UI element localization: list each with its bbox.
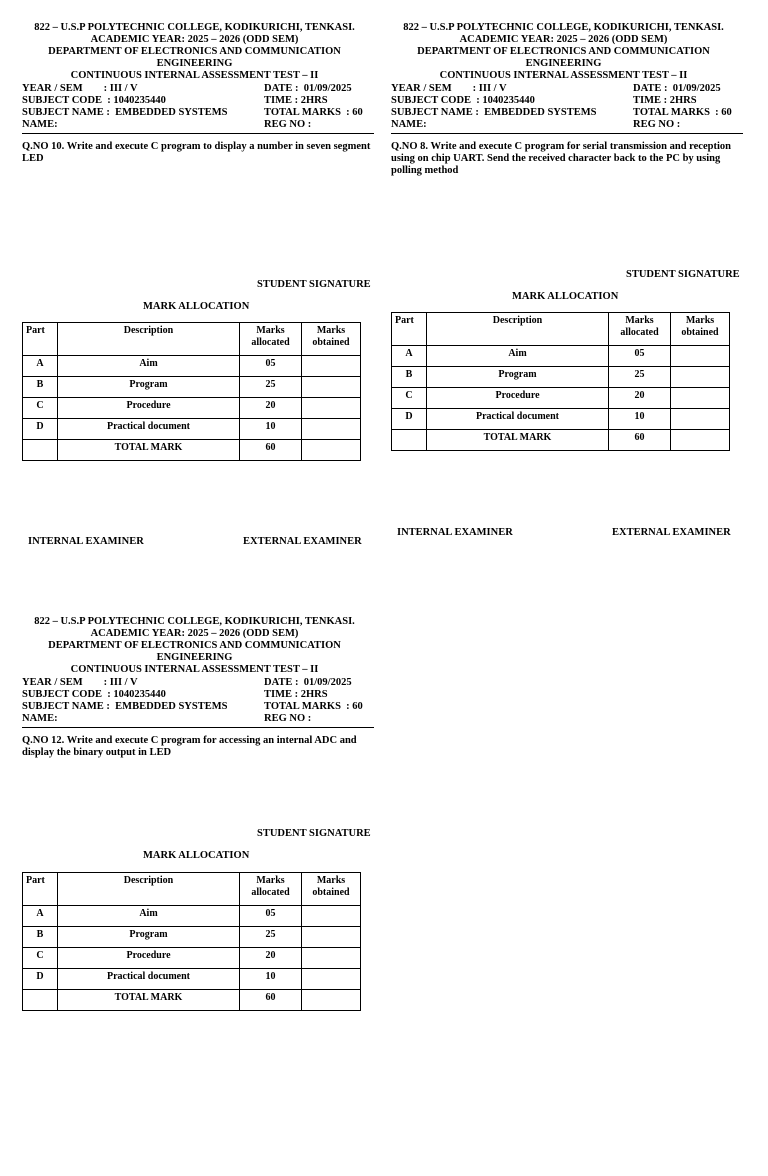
internal-examiner: INTERNAL EXAMINER — [397, 527, 513, 538]
cell-marks-allocated: 25 — [609, 367, 671, 388]
table-row — [392, 388, 730, 409]
reg-no-field: REG NO : — [264, 119, 312, 130]
cell-total-obtained[interactable] — [302, 990, 361, 1011]
cell-part: C — [23, 398, 58, 419]
table-row — [23, 927, 361, 948]
external-examiner: EXTERNAL EXAMINER — [612, 527, 731, 538]
table-header-row — [392, 313, 730, 346]
total-marks: TOTAL MARKS : 60 — [633, 107, 732, 118]
question-text: Q.NO 8. Write and execute C program for serial transmission and reception using on chip UART. Send the received character back to the PC by using polling method — [391, 141, 731, 176]
question-text: Q.NO 12. Write and execute C program for accessing an internal ADC and display the binary output in LED — [22, 735, 357, 758]
marks-allocated-line-1: Marks — [256, 875, 285, 886]
internal-examiner: INTERNAL EXAMINER — [28, 536, 144, 547]
cell-marks-allocated: 05 — [609, 346, 671, 367]
column-header-part: Part — [23, 323, 58, 356]
cell-part: C — [392, 388, 427, 409]
subject-code: SUBJECT CODE : 1040235440 — [391, 95, 535, 106]
cell-marks-allocated: 20 — [240, 398, 302, 419]
table-row — [23, 377, 361, 398]
table-row — [392, 409, 730, 430]
test-title: CONTINUOUS INTERNAL ASSESSMENT TEST – II — [70, 664, 319, 675]
column-header-description: Description — [58, 873, 240, 906]
mark-allocation-title: MARK ALLOCATION — [143, 301, 250, 312]
cell-marks-obtained[interactable] — [302, 377, 361, 398]
question-text: Q.NO 10. Write and execute C program to display a number in seven segment LED — [22, 141, 371, 164]
subject-code: SUBJECT CODE : 1040235440 — [22, 689, 166, 700]
cell-marks-allocated: 10 — [240, 419, 302, 440]
cell-total-allocated: 60 — [240, 440, 302, 461]
mark-allocation-table — [22, 322, 361, 461]
question-sheet-2 — [391, 22, 740, 582]
marks-allocated-line-1: Marks — [625, 315, 654, 326]
cell-marks-obtained[interactable] — [671, 409, 730, 430]
cell-part: A — [392, 346, 427, 367]
exam-date: DATE : 01/09/2025 — [633, 83, 721, 94]
department-line-1: DEPARTMENT OF ELECTRONICS AND COMMUNICATION — [48, 640, 341, 651]
mark-allocation-title: MARK ALLOCATION — [143, 850, 250, 861]
marks-obtained-line-2: obtained — [681, 327, 719, 338]
department-line-1: DEPARTMENT OF ELECTRONICS AND COMMUNICATION — [417, 46, 710, 57]
marks-obtained-line-1: Marks — [685, 315, 715, 326]
student-signature: STUDENT SIGNATURE — [257, 828, 371, 839]
cell-marks-obtained[interactable] — [302, 927, 361, 948]
cell-part: C — [23, 948, 58, 969]
table-row — [23, 969, 361, 990]
cell-description: Aim — [427, 346, 609, 367]
cell-description: Aim — [58, 356, 240, 377]
cell-marks-obtained[interactable] — [302, 948, 361, 969]
marks-allocated-line-2: allocated — [251, 337, 290, 348]
student-name-field: NAME: — [22, 119, 58, 130]
test-title: CONTINUOUS INTERNAL ASSESSMENT TEST – II — [439, 70, 688, 81]
exam-time: TIME : 2HRS — [264, 689, 328, 700]
cell-part: D — [23, 419, 58, 440]
column-header-marks-allocated — [240, 323, 302, 356]
cell-marks-obtained[interactable] — [671, 388, 730, 409]
cell-total-label: TOTAL MARK — [58, 990, 240, 1011]
cell-description: Program — [58, 377, 240, 398]
cell-part — [23, 440, 58, 461]
total-row — [23, 440, 361, 461]
header-divider — [391, 133, 743, 134]
table-row — [23, 906, 361, 927]
college-name: 822 – U.S.P POLYTECHNIC COLLEGE, KODIKURICHI, TENKASI. — [34, 22, 355, 33]
table-row — [392, 346, 730, 367]
academic-year: ACADEMIC YEAR: 2025 – 2026 (ODD SEM) — [459, 34, 668, 45]
column-header-description: Description — [427, 313, 609, 346]
column-header-marks-allocated — [609, 313, 671, 346]
subject-code: SUBJECT CODE : 1040235440 — [22, 95, 166, 106]
table-header-row — [23, 873, 361, 906]
mark-allocation-table — [391, 312, 730, 451]
cell-description: Practical document — [427, 409, 609, 430]
column-header-marks-obtained — [302, 323, 361, 356]
student-name-field: NAME: — [391, 119, 427, 130]
marks-allocated-line-1: Marks — [256, 325, 285, 336]
table-row — [392, 367, 730, 388]
subject-name: SUBJECT NAME : EMBEDDED SYSTEMS — [22, 701, 228, 712]
year-sem: YEAR / SEM : III / V — [391, 83, 507, 94]
department-line-2: ENGINEERING — [156, 58, 233, 69]
cell-part — [392, 430, 427, 451]
cell-total-label: TOTAL MARK — [58, 440, 240, 461]
mark-allocation-title: MARK ALLOCATION — [512, 291, 619, 302]
header-divider — [22, 133, 374, 134]
cell-part: B — [23, 377, 58, 398]
question-sheet-1 — [22, 22, 371, 582]
subject-name: SUBJECT NAME : EMBEDDED SYSTEMS — [391, 107, 597, 118]
cell-marks-allocated: 25 — [240, 377, 302, 398]
cell-total-allocated: 60 — [609, 430, 671, 451]
subject-name: SUBJECT NAME : EMBEDDED SYSTEMS — [22, 107, 228, 118]
department-line-2: ENGINEERING — [156, 652, 233, 663]
column-header-description: Description — [58, 323, 240, 356]
exam-date: DATE : 01/09/2025 — [264, 677, 352, 688]
cell-description: Procedure — [58, 948, 240, 969]
cell-description: Practical document — [58, 419, 240, 440]
cell-marks-obtained[interactable] — [302, 356, 361, 377]
total-row — [23, 990, 361, 1011]
header-divider — [22, 727, 374, 728]
cell-total-obtained[interactable] — [671, 430, 730, 451]
table-row — [23, 419, 361, 440]
cell-part: D — [23, 969, 58, 990]
total-row — [392, 430, 730, 451]
cell-description: Procedure — [58, 398, 240, 419]
cell-part — [23, 990, 58, 1011]
cell-part: A — [23, 906, 58, 927]
department-line-1: DEPARTMENT OF ELECTRONICS AND COMMUNICATION — [48, 46, 341, 57]
mark-allocation-table — [22, 872, 361, 1011]
cell-marks-allocated: 25 — [240, 927, 302, 948]
student-signature: STUDENT SIGNATURE — [626, 269, 740, 280]
cell-part: B — [23, 927, 58, 948]
marks-obtained-line-1: Marks — [316, 325, 346, 336]
cell-part: B — [392, 367, 427, 388]
total-marks: TOTAL MARKS : 60 — [264, 107, 363, 118]
year-sem: YEAR / SEM : III / V — [22, 677, 138, 688]
cell-part: A — [23, 356, 58, 377]
column-header-marks-obtained — [302, 873, 361, 906]
table-row — [23, 356, 361, 377]
cell-description: Practical document — [58, 969, 240, 990]
column-header-part: Part — [23, 873, 58, 906]
academic-year: ACADEMIC YEAR: 2025 – 2026 (ODD SEM) — [90, 628, 299, 639]
year-sem: YEAR / SEM : III / V — [22, 83, 138, 94]
column-header-marks-obtained — [671, 313, 730, 346]
cell-total-label: TOTAL MARK — [427, 430, 609, 451]
academic-year: ACADEMIC YEAR: 2025 – 2026 (ODD SEM) — [90, 34, 299, 45]
test-title: CONTINUOUS INTERNAL ASSESSMENT TEST – II — [70, 70, 319, 81]
college-name: 822 – U.S.P POLYTECHNIC COLLEGE, KODIKURICHI, TENKASI. — [403, 22, 724, 33]
reg-no-field: REG NO : — [264, 713, 312, 724]
cell-description: Program — [427, 367, 609, 388]
reg-no-field: REG NO : — [633, 119, 681, 130]
cell-marks-allocated: 20 — [240, 948, 302, 969]
marks-allocated-line-2: allocated — [620, 327, 659, 338]
cell-part: D — [392, 409, 427, 430]
student-name-field: NAME: — [22, 713, 58, 724]
table-row — [23, 948, 361, 969]
marks-obtained-line-1: Marks — [316, 875, 346, 886]
exam-date: DATE : 01/09/2025 — [264, 83, 352, 94]
cell-marks-obtained[interactable] — [302, 969, 361, 990]
cell-marks-obtained[interactable] — [671, 346, 730, 367]
total-marks: TOTAL MARKS : 60 — [264, 701, 363, 712]
cell-total-obtained[interactable] — [302, 440, 361, 461]
cell-marks-allocated: 10 — [609, 409, 671, 430]
cell-description: Program — [58, 927, 240, 948]
college-name: 822 – U.S.P POLYTECHNIC COLLEGE, KODIKURICHI, TENKASI. — [34, 616, 355, 627]
cell-marks-obtained[interactable] — [302, 419, 361, 440]
cell-marks-allocated: 05 — [240, 906, 302, 927]
cell-description: Aim — [58, 906, 240, 927]
cell-marks-allocated: 10 — [240, 969, 302, 990]
cell-marks-obtained[interactable] — [671, 367, 730, 388]
cell-total-allocated: 60 — [240, 990, 302, 1011]
student-signature: STUDENT SIGNATURE — [257, 279, 371, 290]
marks-allocated-line-2: allocated — [251, 887, 290, 898]
cell-description: Procedure — [427, 388, 609, 409]
cell-marks-obtained[interactable] — [302, 906, 361, 927]
question-sheet-3 — [22, 616, 371, 1176]
column-header-marks-allocated — [240, 873, 302, 906]
exam-time: TIME : 2HRS — [633, 95, 697, 106]
cell-marks-allocated: 20 — [609, 388, 671, 409]
table-header-row — [23, 323, 361, 356]
exam-time: TIME : 2HRS — [264, 95, 328, 106]
column-header-part: Part — [392, 313, 427, 346]
external-examiner: EXTERNAL EXAMINER — [243, 536, 362, 547]
cell-marks-allocated: 05 — [240, 356, 302, 377]
marks-obtained-line-2: obtained — [312, 337, 350, 348]
department-line-2: ENGINEERING — [525, 58, 602, 69]
cell-marks-obtained[interactable] — [302, 398, 361, 419]
table-row — [23, 398, 361, 419]
marks-obtained-line-2: obtained — [312, 887, 350, 898]
